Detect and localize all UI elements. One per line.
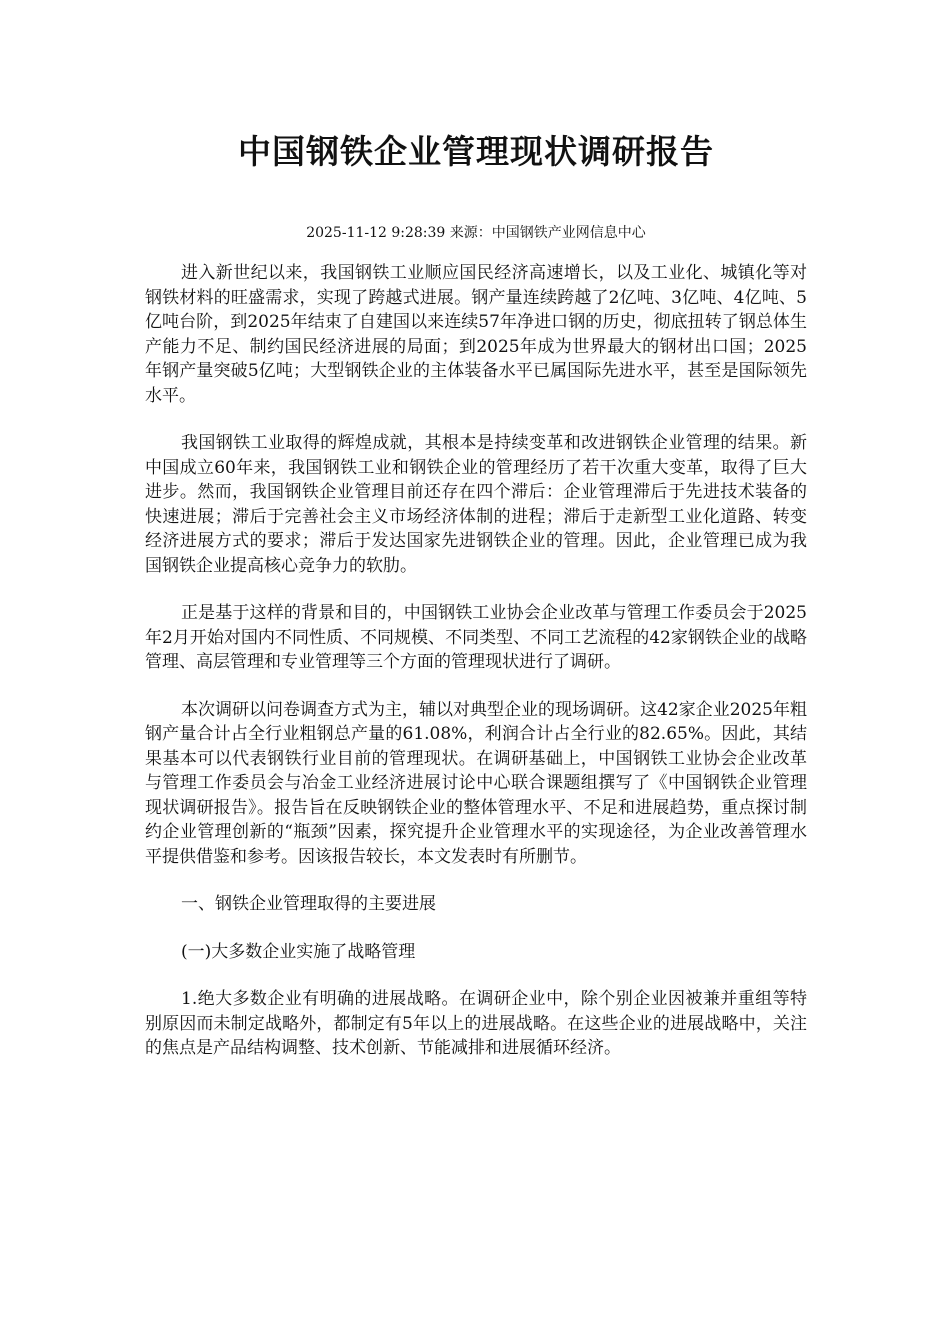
article-body [145, 261, 807, 1061]
subsection-heading: (一)大多数企业实施了战略管理 [181, 941, 416, 962]
section-heading: 一、钢铁企业管理取得的主要进展 [181, 894, 436, 914]
document-page [145, 0, 807, 1084]
paragraph-point-1: 1.绝大多数企业有明确的进展战略。在调研企业中，除个别企业因被兼并重组等特别原因而未制定战略外，都制定有5年以上的进展战略。在这些企业的进展战略中，关注的焦点是产品结构调整、技术创新、节能减排和进展循环经济。 [145, 989, 807, 1058]
publish-meta: 2025-11-12 9:28:39 来源：中国钢铁产业网信息中心 [306, 225, 646, 241]
document-title: 中国钢铁企业管理现状调研报告 [238, 132, 714, 171]
paragraph-intro: 进入新世纪以来，我国钢铁工业顺应国民经济高速增长，以及工业化、城镇化等对钢铁材料的旺盛需求，实现了跨越式进展。钢产量连续跨越了2亿吨、3亿吨、4亿吨、5亿吨台阶，到2025年结束了自建国以来连续57年净进口钢的历史，彻底扭转了钢总体生产能力不足、制约国民经济进展的局面；到2025年成为世界最大的钢材出口国；2025年钢产量突破5亿吨；大型钢铁企业的主体装备水平已属国际先进水平，甚至是国际领先水平。 [145, 263, 807, 406]
paragraph-achievements: 我国钢铁工业取得的辉煌成就，其根本是持续变革和改进钢铁企业管理的结果。新中国成立60年来，我国钢铁工业和钢铁企业的管理经历了若干次重大变革，取得了巨大进步。然而，我国钢铁企业管理目前还存在四个滞后：企业管理滞后于先进技术装备的快速进展；滞后于完善社会主义市场经济体制的进程；滞后于走新型工业化道路、转变经济进展方式的要求；滞后于发达国家先进钢铁企业的管理。因此，企业管理已成为我国钢铁企业提高核心竞争力的软肋。 [145, 433, 807, 576]
paragraph-method: 本次调研以问卷调查方式为主，辅以对典型企业的现场调研。这42家企业2025年粗钢产量合计占全行业粗钢总产量的61.08%，利润合计占全行业的82.65%。因此，其结果基本可以代表钢铁行业目前的管理现状。在调研基础上，中国钢铁工业协会企业改革与管理工作委员会与冶金工业经济进展讨论中心联合课题组撰写了《中国钢铁企业管理现状调研报告》。报告旨在反映钢铁企业的整体管理水平、不足和进展趋势，重点探讨制约企业管理创新的“瓶颈”因素，探究提升企业管理水平的实现途径，为企业改善管理水平提供借鉴和参考。因该报告较长，本文发表时有所删节。 [145, 699, 807, 867]
paragraph-background: 正是基于这样的背景和目的，中国钢铁工业协会企业改革与管理工作委员会于2025年2月开始对国内不同性质、不同规模、不同类型、不同工艺流程的42家钢铁企业的战略管理、高层管理和专业管理等三个方面的管理现状进行了调研。 [145, 603, 807, 672]
